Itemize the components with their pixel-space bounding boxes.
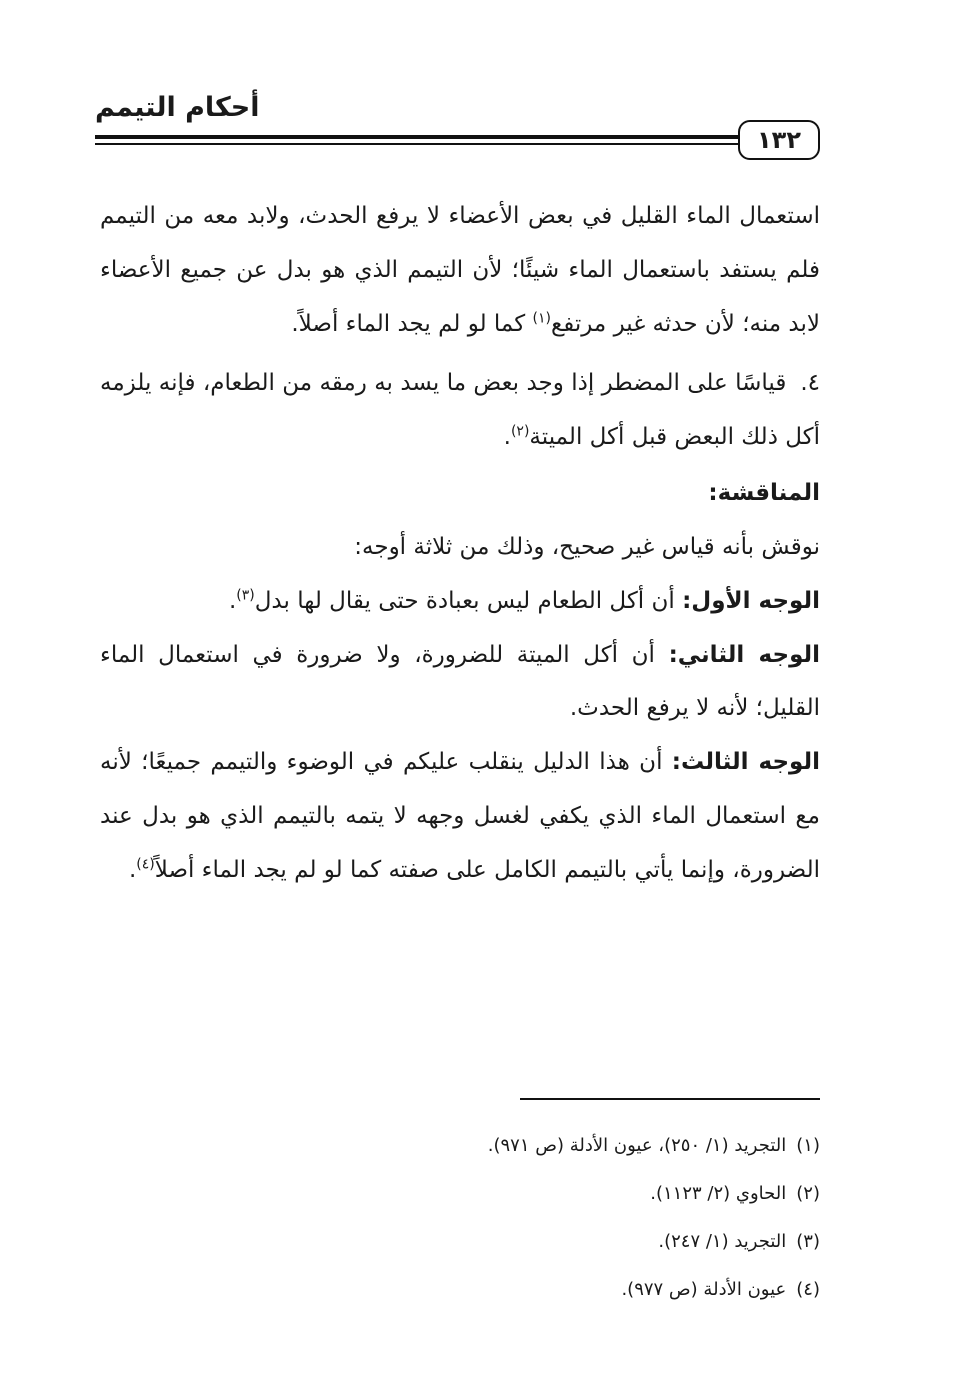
footnote-3-text: التجريد (١/ ٢٤٧). <box>658 1231 787 1252</box>
second-aspect-label: الوجه الثاني: <box>668 641 821 668</box>
footnote-ref-3: (٣) <box>236 587 255 604</box>
first-aspect-text: أن أكل الطعام ليس بعبادة حتى يقال لها بدل <box>254 587 683 614</box>
footnote-4-text: عيون الأدلة (ص ٩٧٧). <box>621 1279 787 1300</box>
footnote-ref-4: (٤) <box>136 856 155 873</box>
footnote-4 <box>100 1266 820 1314</box>
page-header <box>95 92 820 162</box>
footnote-ref-2: (٢) <box>510 423 530 440</box>
footnotes <box>100 1122 820 1314</box>
first-aspect <box>100 575 820 629</box>
footnote-1 <box>100 1122 820 1170</box>
list-item-4-tail: . <box>503 424 511 451</box>
list-item-4-number: ٤. <box>800 370 820 397</box>
third-aspect-text: أن هذا الدليل ينقلب عليكم في الوضوء والتيمم جميعًا؛ لأنه مع استعمال الماء الذي يكفي لغسل وجهه لا يتمه بالتيمم الذي هو بدل عند الضرورة، وإنما يأتي بالتيمم الكامل على صفته كما لو لم يجد الماء أصلاً <box>100 749 820 883</box>
footnote-1-text: التجريد (١/ ٢٥٠)، عيون الأدلة (ص ٩٧١). <box>487 1135 787 1156</box>
third-aspect <box>100 736 820 897</box>
page-number: ١٣٢ <box>738 120 820 160</box>
list-item-4-text: قياسًا على المضطر إذا وجد بعض ما يسد به رمقه من الطعام، فإنه يلزمه أكل ذلك البعض قبل أكل الميتة <box>100 370 820 451</box>
discussion-intro: نوقش بأنه قياس غير صحيح، وذلك من ثلاثة أوجه: <box>354 533 820 560</box>
paragraph-1 <box>100 190 820 351</box>
third-aspect-tail: . <box>128 856 137 883</box>
paragraph-1-tail: كما لو لم يجد الماء أصلاً. <box>291 310 533 337</box>
discussion-heading: المناقشة: <box>708 480 820 507</box>
footnote-2 <box>100 1170 820 1218</box>
paragraph-1-text: استعمال الماء القليل في بعض الأعضاء لا يرفع الحدث، ولابد معه من التيمم فلم يستفد باستعمال الماء شيئًا؛ لأن التيمم الذي هو بدل عن جميع الأعضاء لابد منه؛ لأن حدثه غير مرتفع <box>100 203 820 337</box>
footnote-3-number: (٣) <box>796 1231 820 1252</box>
third-aspect-label: الوجه الثالث: <box>671 749 820 776</box>
footnote-2-text: الحاوي (٢/ ١١٢٣). <box>650 1183 787 1204</box>
second-aspect-text: أن أكل الميتة للضرورة، ولا ضرورة في استعمال الماء القليل؛ لأنه لا يرفع الحدث. <box>100 641 820 722</box>
footnote-4-number: (٤) <box>796 1279 820 1300</box>
footnote-separator <box>520 1098 820 1100</box>
footnote-2-number: (٢) <box>796 1183 820 1204</box>
body-text <box>100 190 820 898</box>
footnote-3 <box>100 1218 820 1266</box>
second-aspect <box>100 629 820 737</box>
footnote-1-number: (١) <box>796 1135 820 1156</box>
header-rule-thick <box>95 135 743 139</box>
first-aspect-tail: . <box>228 587 237 614</box>
first-aspect-label: الوجه الأول: <box>682 587 820 614</box>
header-rule-thin <box>95 143 743 145</box>
list-item-4 <box>100 357 820 465</box>
running-title: أحكام التيمم <box>95 92 260 123</box>
footnote-ref-1: (١) <box>532 309 551 326</box>
